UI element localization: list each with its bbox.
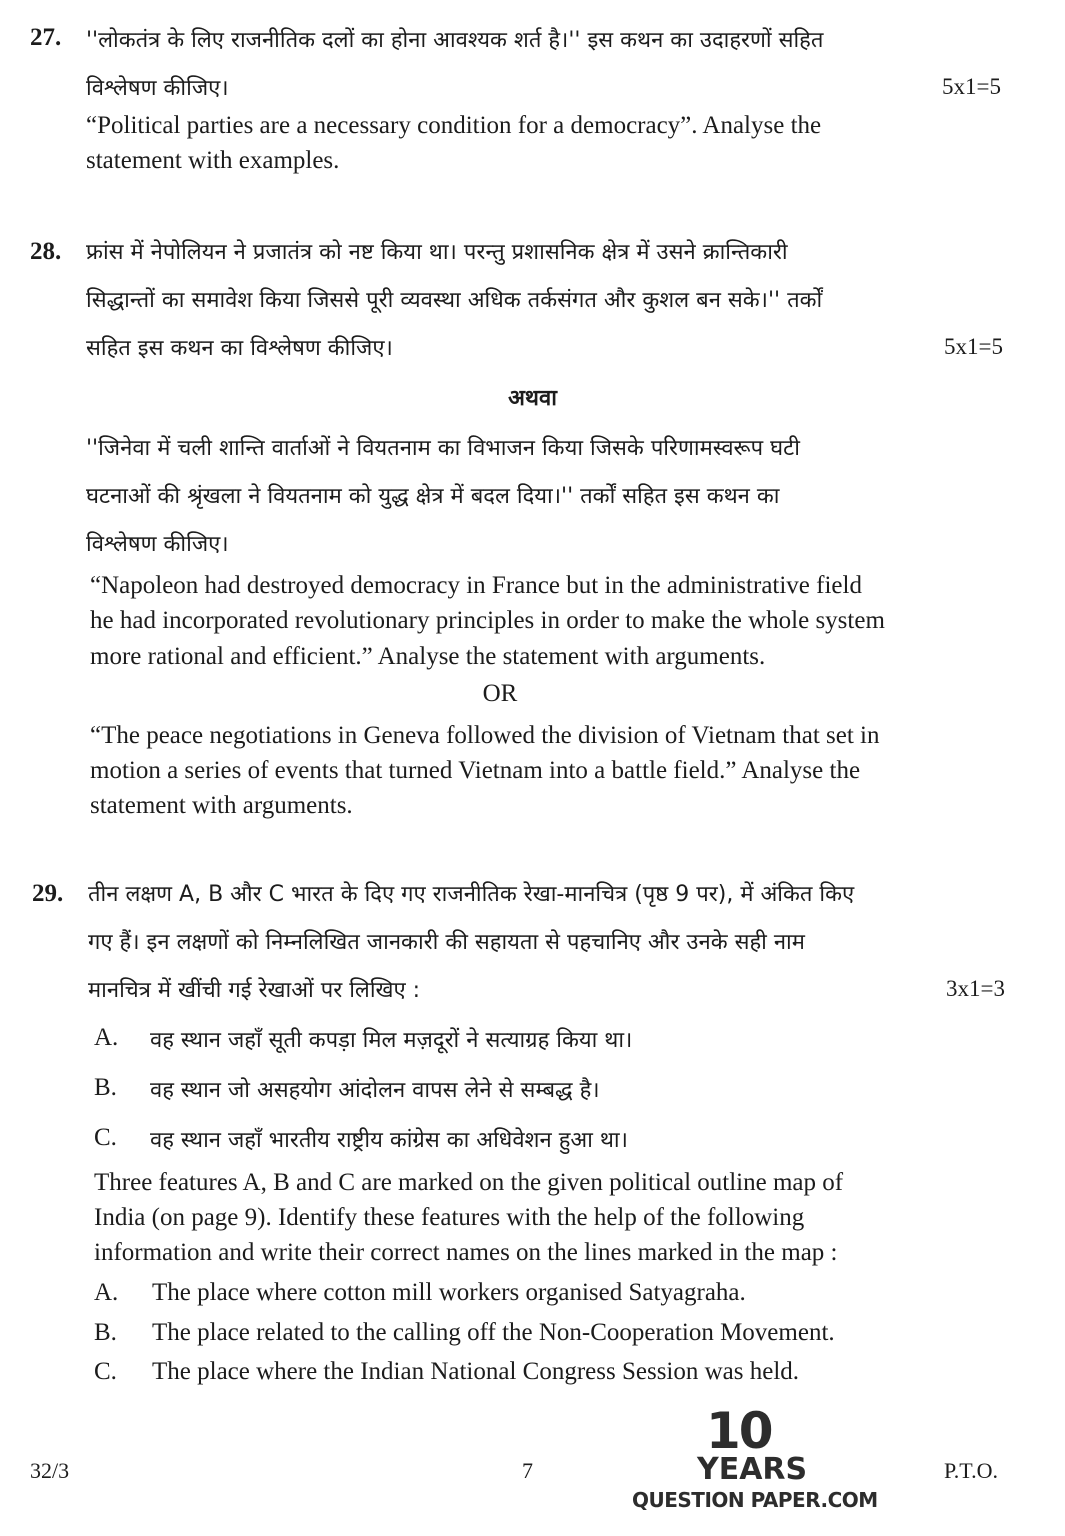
question-hindi-text: फ्रांस में नेपोलियन ने प्रजातंत्र को नष्ट किया था। परन्तु प्रशासनिक क्षेत्र में उसने क्रान्तिकारी	[86, 240, 788, 265]
question-english-text: “Political parties are a necessary condition for a democracy”. Analyse the	[86, 112, 822, 139]
list-item-label: A.	[94, 1279, 119, 1306]
question-hindi-text: मानचित्र में खींची गई रेखाओं पर लिखिए :	[88, 978, 421, 1003]
list-item-label: C.	[94, 1124, 117, 1151]
question-hindi-text: विश्लेषण कीजिए।	[86, 76, 229, 101]
list-item-label: B.	[94, 1074, 117, 1101]
alternative-hindi-text: ''जिनेवा में चली शान्ति वार्ताओं ने वियतनाम का विभाजन किया जिसके परिणामस्वरूप घटी	[86, 436, 800, 461]
list-item-label: B.	[94, 1319, 117, 1346]
marks-label: 3x1=3	[946, 976, 1005, 1001]
list-item-label: C.	[94, 1358, 117, 1385]
paper-code: 32/3	[30, 1458, 70, 1483]
question-english-text: he had incorporated revolutionary principles in order to make the whole system	[90, 607, 885, 634]
watermark-site: QUESTION PAPER.COM	[632, 1488, 878, 1512]
list-item: The place where cotton mill workers organised Satyagraha.	[152, 1279, 746, 1306]
pto-label: P.T.O.	[944, 1458, 998, 1483]
list-item: वह स्थान जहाँ भारतीय राष्ट्रीय कांग्रेस का अधिवेशन हुआ था।	[150, 1128, 628, 1153]
list-item: वह स्थान जहाँ सूती कपड़ा मिल मज़दूरों ने सत्याग्रह किया था।	[150, 1028, 633, 1053]
question-hindi-text: ''लोकतंत्र के लिए राजनीतिक दलों का होना आवश्यक शर्त है।'' इस कथन का उदाहरणों सहित	[86, 28, 824, 53]
watermark-number: 10	[706, 1402, 772, 1460]
or-separator-hindi: अथवा	[508, 386, 557, 411]
question-english-text: more rational and efficient.” Analyse the statement with arguments.	[90, 643, 766, 670]
list-item: वह स्थान जो असहयोग आंदोलन वापस लेने से सम्बद्ध है।	[150, 1078, 600, 1103]
question-english-text: “Napoleon had destroyed democracy in France but in the administrative field	[90, 572, 862, 599]
alternative-hindi-text: विश्लेषण कीजिए।	[86, 532, 229, 557]
question-number: 29.	[32, 880, 64, 907]
question-english-text: Three features A, B and C are marked on the given political outline map of	[94, 1169, 844, 1196]
question-hindi-text: सहित इस कथन का विश्लेषण कीजिए।	[86, 336, 393, 361]
watermark-years: YEARS	[697, 1452, 808, 1487]
question-hindi-text: सिद्धान्तों का समावेश किया जिससे पूरी व्यवस्था अधिक तर्कसंगत और कुशल बन सके।'' तर्कों	[86, 288, 823, 313]
list-item: The place where the Indian National Congress Session was held.	[152, 1358, 800, 1385]
alternative-hindi-text: घटनाओं की श्रृंखला ने वियतनाम को युद्ध क्षेत्र में बदल दिया।'' तर्कों सहित इस कथन का	[86, 484, 780, 509]
alternative-english-text: statement with arguments.	[90, 792, 353, 819]
question-english-text: information and write their correct names on the lines marked in the map :	[94, 1239, 838, 1266]
question-hindi-text: तीन लक्षण A, B और C भारत के दिए गए राजनीतिक रेखा-मानचित्र (पृष्ठ 9 पर), में अंकित किए	[88, 882, 855, 907]
list-item: The place related to the calling off the Non-Cooperation Movement.	[152, 1319, 835, 1346]
question-english-text: statement with examples.	[86, 147, 340, 174]
marks-label: 5x1=5	[944, 334, 1003, 359]
question-number: 27.	[30, 24, 62, 51]
or-separator-english: OR	[482, 680, 518, 707]
question-number: 28.	[30, 238, 62, 265]
alternative-english-text: “The peace negotiations in Geneva followed the division of Vietnam that set in	[90, 722, 880, 749]
marks-label: 5x1=5	[942, 74, 1001, 99]
question-english-text: India (on page 9). Identify these features with the help of the following	[94, 1204, 805, 1231]
alternative-english-text: motion a series of events that turned Vietnam into a battle field.” Analyse the	[90, 757, 861, 784]
page-number: 7	[522, 1458, 533, 1483]
list-item-label: A.	[94, 1024, 119, 1051]
question-hindi-text: गए हैं। इन लक्षणों को निम्नलिखित जानकारी की सहायता से पहचानिए और उनके सही नाम	[88, 930, 805, 955]
